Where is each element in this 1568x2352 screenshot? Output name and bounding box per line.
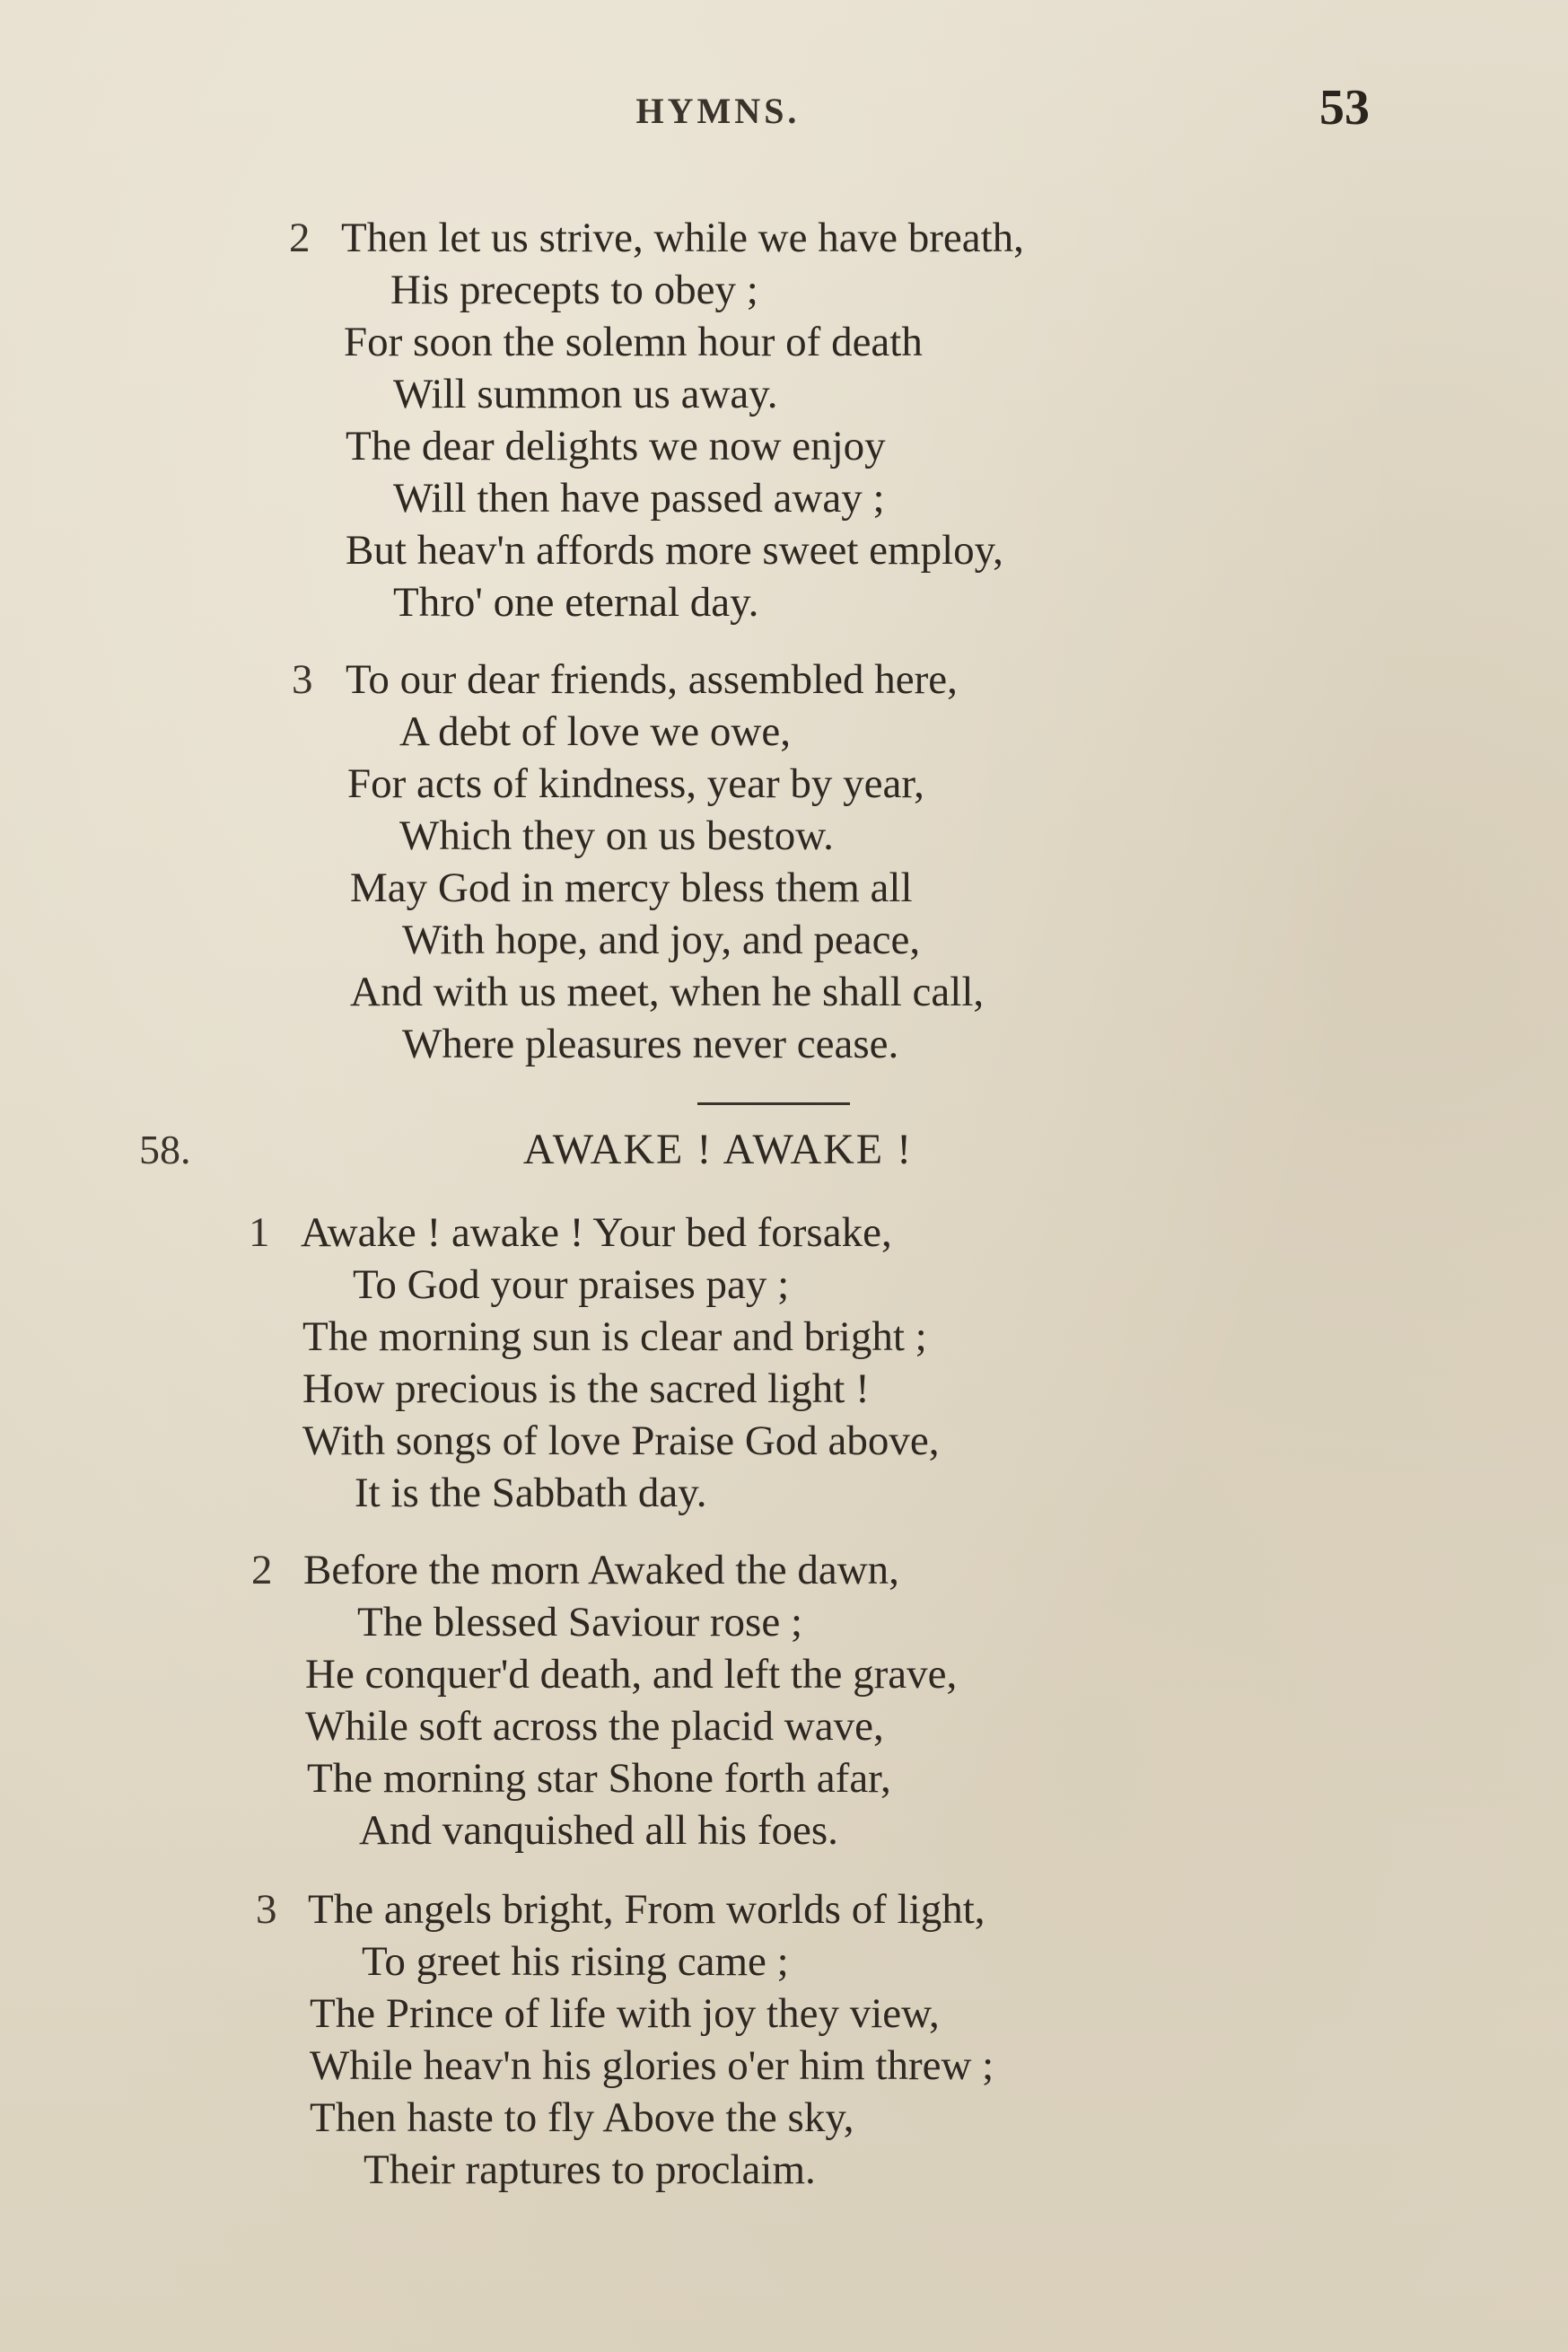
verse-line: The dear delights we now enjoy [346,423,886,470]
verse-line: For soon the solemn hour of death [344,319,923,365]
verse-line: The angels bright, From worlds of light, [308,1886,985,1933]
page-number: 53 [1319,80,1370,136]
verse-line: While soft across the placid wave, [305,1703,884,1750]
verse-line: Their raptures to proclaim. [364,2146,816,2193]
verse-line: Thro' one eternal day. [393,579,759,626]
hymn-number: 58. [139,1127,191,1172]
verse-line: But heav'n affords more sweet employ, [346,527,1003,574]
verse-line: And vanquished all his foes. [359,1807,838,1854]
verse-line: Then haste to fly Above the sky, [310,2094,854,2141]
verse-line: Which they on us bestow. [399,812,834,859]
verse-line: May God in mercy bless them all [350,864,913,911]
verse-line: The Prince of life with joy they view, [310,1990,940,2037]
stanza-number: 2 [289,215,311,261]
verse-line: Before the morn Awaked the dawn, [303,1547,899,1593]
running-header: HYMNS. [635,91,801,131]
stanza-number: 1 [249,1209,270,1256]
verse-line: He conquer'd death, and left the grave, [305,1651,958,1698]
hymn-title: AWAKE ! AWAKE ! [522,1126,914,1173]
stanza-number: 2 [251,1547,273,1593]
verse-line: His precepts to obey ; [390,267,758,313]
stanza-number: 3 [256,1886,277,1933]
section-divider [697,1102,850,1105]
verse-line: The morning star Shone forth afar, [307,1755,891,1802]
verse-line: Will then have passed away ; [393,475,885,522]
verse-line: It is the Sabbath day. [355,1470,707,1516]
verse-line: With songs of love Praise God above, [302,1417,940,1464]
verse-line: The blessed Saviour rose ; [357,1599,803,1646]
verse-line: To our dear friends, assembled here, [346,656,958,703]
verse-line: Will summon us away. [393,371,778,417]
verse-line: With hope, and joy, and peace, [402,917,921,963]
verse-line: To God your praises pay ; [353,1261,790,1308]
verse-line: A debt of love we owe, [399,708,791,755]
verse-line: And with us meet, when he shall call, [350,969,985,1015]
verse-line: Where pleasures never cease. [402,1021,899,1067]
verse-line: How precious is the sacred light ! [302,1365,870,1412]
verse-line: For acts of kindness, year by year, [347,760,924,807]
verse-line: The morning sun is clear and bright ; [302,1313,927,1360]
verse-line: Then let us strive, while we have breath, [341,215,1024,261]
verse-line: While heav'n his glories o'er him threw ; [310,2042,994,2089]
stanza-number: 3 [292,656,313,703]
verse-line: To greet his rising came ; [362,1938,789,1985]
verse-line: Awake ! awake ! Your bed forsake, [301,1209,892,1256]
